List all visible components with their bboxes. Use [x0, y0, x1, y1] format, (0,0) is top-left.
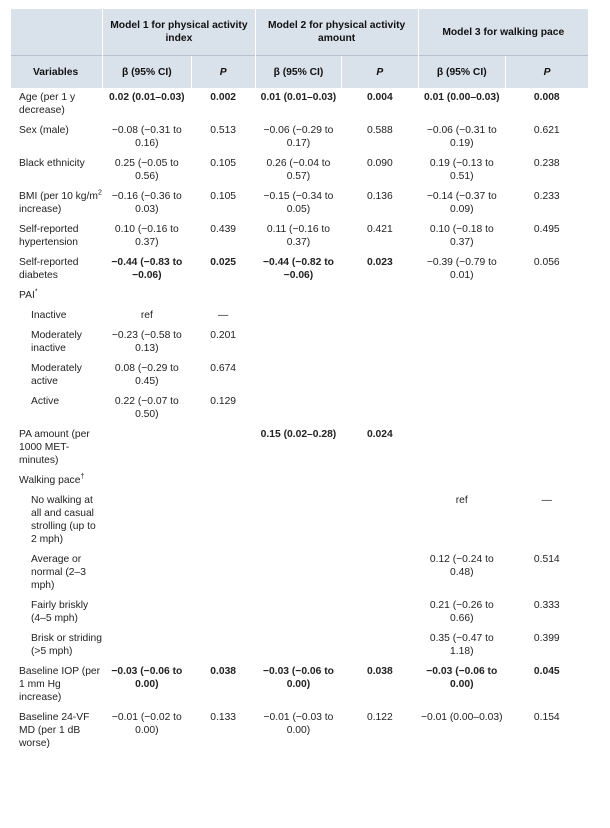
- pai-label-text: PAI: [19, 290, 35, 301]
- column-header-row: [11, 56, 588, 89]
- model-2-p-value: 0.588: [366, 125, 393, 136]
- variable-label: Self-reported diabetes: [19, 257, 79, 281]
- model-1-p-value: 0.201: [210, 330, 237, 341]
- model-2-estimate: −0.44 (−0.82 to −0.06): [262, 257, 334, 281]
- model-3-estimate: 0.21 (−0.26 to 0.66): [429, 600, 494, 624]
- variable-label: No walking at all and casual strolling (up to 2 mph): [31, 495, 96, 545]
- model-3-p-value: 0.514: [533, 554, 560, 565]
- model-3-estimate: ref: [455, 495, 468, 506]
- model-1-estimate: −0.16 (−0.36 to 0.03): [111, 191, 182, 215]
- model-3-beta-header: β (95% CI): [418, 56, 506, 89]
- bmi-label-end: increase): [19, 204, 62, 215]
- table-row: [11, 491, 588, 550]
- model-1-p-value: 0.513: [210, 125, 237, 136]
- model-1-p-value: 0.105: [210, 158, 237, 169]
- model-3-p-value: 0.045: [533, 666, 560, 677]
- model-2-estimate: 0.11 (−0.16 to 0.37): [266, 224, 330, 248]
- model-2-estimate: 0.01 (0.01–0.03): [260, 92, 337, 103]
- model-3-p-value: 0.008: [533, 92, 560, 103]
- model-2-p-value: 0.090: [366, 158, 393, 169]
- table-row: [11, 121, 588, 154]
- model-1-estimate: −0.03 (−0.06 to 0.00): [111, 666, 183, 690]
- model-3-estimate: −0.03 (−0.06 to 0.00): [426, 666, 498, 690]
- model-2-estimate: −0.01 (−0.03 to 0.00): [263, 712, 334, 736]
- model-3-estimate: −0.06 (−0.31 to 0.19): [426, 125, 497, 149]
- variable-label: Moderately active: [31, 363, 82, 387]
- variable-label: Self-reported hypertension: [19, 224, 79, 248]
- model-1-p-value: 0.025: [210, 257, 237, 268]
- model-3-p-value: 0.399: [533, 633, 560, 644]
- footnote-mark: *: [34, 288, 38, 296]
- model-1-estimate: −0.08 (−0.31 to 0.16): [111, 125, 182, 149]
- model-2-header: Model 2 for physical activity amount: [255, 9, 418, 56]
- variable-label: Brisk or striding (>5 mph): [31, 633, 102, 657]
- variable-label: PA amount (per 1000 MET-minutes): [19, 429, 90, 466]
- table-row: [11, 154, 588, 187]
- model-2-estimate: −0.15 (−0.34 to 0.05): [263, 191, 334, 215]
- variables-header: Variables: [11, 56, 103, 89]
- table-row: [11, 88, 588, 121]
- table-row: [11, 662, 588, 708]
- footnote-mark: †: [80, 473, 85, 481]
- section-label-walking-pace: [11, 471, 103, 491]
- model-1-p-value: 0.133: [210, 712, 237, 723]
- model-1-p-value: 0.129: [210, 396, 237, 407]
- model-1-estimate: ref: [140, 310, 153, 321]
- table-row: [11, 253, 588, 286]
- table-row: [11, 326, 588, 359]
- variable-label: [11, 187, 103, 220]
- model-3-p-value: —: [541, 495, 552, 506]
- variable-label: Baseline 24-VF MD (per 1 dB worse): [19, 712, 90, 749]
- model-2-p-value: 0.421: [366, 224, 393, 235]
- variable-label: Inactive: [31, 310, 67, 321]
- model-1-p-value: 0.038: [210, 666, 237, 677]
- walking-pace-label-text: Walking pace: [19, 475, 81, 486]
- model-3-estimate: −0.01 (0.00–0.03): [420, 712, 503, 723]
- variable-label: Moderately inactive: [31, 330, 82, 354]
- model-3-estimate: 0.01 (0.00–0.03): [423, 92, 500, 103]
- model-1-p-value: 0.674: [210, 363, 237, 374]
- table-row: [11, 392, 588, 425]
- model-1-p-value: 0.105: [210, 191, 237, 202]
- variable-label: Sex (male): [19, 125, 69, 136]
- variable-label: Fairly briskly (4–5 mph): [31, 600, 89, 624]
- section-label-pai: [11, 286, 103, 306]
- model-1-estimate: −0.44 (−0.83 to −0.06): [111, 257, 183, 281]
- model-2-estimate: −0.03 (−0.06 to 0.00): [262, 666, 334, 690]
- bmi-label-superscript: 2: [97, 189, 102, 197]
- model-1-estimate: 0.10 (−0.16 to 0.37): [114, 224, 179, 248]
- model-3-p-value: 0.238: [533, 158, 560, 169]
- model-1-estimate: 0.22 (−0.07 to 0.50): [114, 396, 179, 420]
- model-2-estimate: 0.26 (−0.04 to 0.57): [266, 158, 331, 182]
- table-row: [11, 708, 588, 756]
- model-3-estimate: 0.12 (−0.24 to 0.48): [429, 554, 494, 578]
- model-2-p-header: P: [342, 56, 418, 89]
- model-1-header: Model 1 for physical activity index: [103, 9, 256, 56]
- model-3-estimate: −0.39 (−0.79 to 0.01): [426, 257, 497, 281]
- variable-label: Average or normal (2–3 mph): [31, 554, 86, 591]
- model-3-header: Model 3 for walking pace: [418, 9, 588, 56]
- variable-label: Baseline IOP (per 1 mm Hg increase): [19, 666, 101, 703]
- table-row: [11, 425, 588, 471]
- table-row: [11, 187, 588, 220]
- table-row: [11, 596, 588, 629]
- model-3-estimate: 0.10 (−0.18 to 0.37): [429, 224, 494, 248]
- model-3-p-value: 0.233: [533, 191, 560, 202]
- model-2-p-value: 0.136: [366, 191, 393, 202]
- model-1-estimate: −0.23 (−0.58 to 0.13): [111, 330, 182, 354]
- model-2-p-value: 0.023: [366, 257, 393, 268]
- model-1-p-header: P: [191, 56, 255, 89]
- model-2-p-value: 0.122: [366, 712, 393, 723]
- model-3-estimate: −0.14 (−0.37 to 0.09): [426, 191, 497, 215]
- model-header-row: [11, 9, 588, 56]
- model-3-p-header: P: [506, 56, 588, 89]
- model-1-beta-header: β (95% CI): [103, 56, 192, 89]
- corner-cell: [11, 9, 103, 56]
- model-3-p-value: 0.154: [533, 712, 560, 723]
- table-row: [11, 471, 588, 491]
- table-row: [11, 306, 588, 326]
- model-2-estimate: −0.06 (−0.29 to 0.17): [263, 125, 334, 149]
- table-row: [11, 359, 588, 392]
- bmi-label-start: BMI (per 10 kg/m: [19, 191, 98, 202]
- model-1-p-value: 0.002: [210, 92, 237, 103]
- table-row: [11, 220, 588, 253]
- model-2-p-value: 0.024: [366, 429, 393, 440]
- model-3-estimate: 0.19 (−0.13 to 0.51): [429, 158, 494, 182]
- model-1-estimate: 0.25 (−0.05 to 0.56): [114, 158, 179, 182]
- model-1-estimate: 0.02 (0.01–0.03): [109, 92, 185, 103]
- variable-label: Active: [31, 396, 60, 407]
- model-2-p-value: 0.038: [366, 666, 393, 677]
- table-row: [11, 550, 588, 596]
- model-1-p-value: —: [218, 310, 229, 321]
- model-3-p-value: 0.621: [533, 125, 560, 136]
- model-1-estimate: 0.08 (−0.29 to 0.45): [114, 363, 179, 387]
- model-1-p-value: 0.439: [210, 224, 237, 235]
- model-2-p-value: 0.004: [366, 92, 393, 103]
- model-2-estimate: 0.15 (0.02–0.28): [260, 429, 337, 440]
- model-3-p-value: 0.056: [533, 257, 560, 268]
- model-2-beta-header: β (95% CI): [255, 56, 341, 89]
- variable-label: Black ethnicity: [19, 158, 85, 169]
- regression-table: [11, 9, 588, 756]
- model-3-p-value: 0.495: [533, 224, 560, 235]
- model-1-estimate: −0.01 (−0.02 to 0.00): [111, 712, 182, 736]
- table-row: [11, 629, 588, 662]
- table-row: [11, 286, 588, 306]
- model-3-p-value: 0.333: [533, 600, 560, 611]
- model-3-estimate: 0.35 (−0.47 to 1.18): [429, 633, 494, 657]
- variable-label: Age (per 1 y decrease): [19, 92, 76, 116]
